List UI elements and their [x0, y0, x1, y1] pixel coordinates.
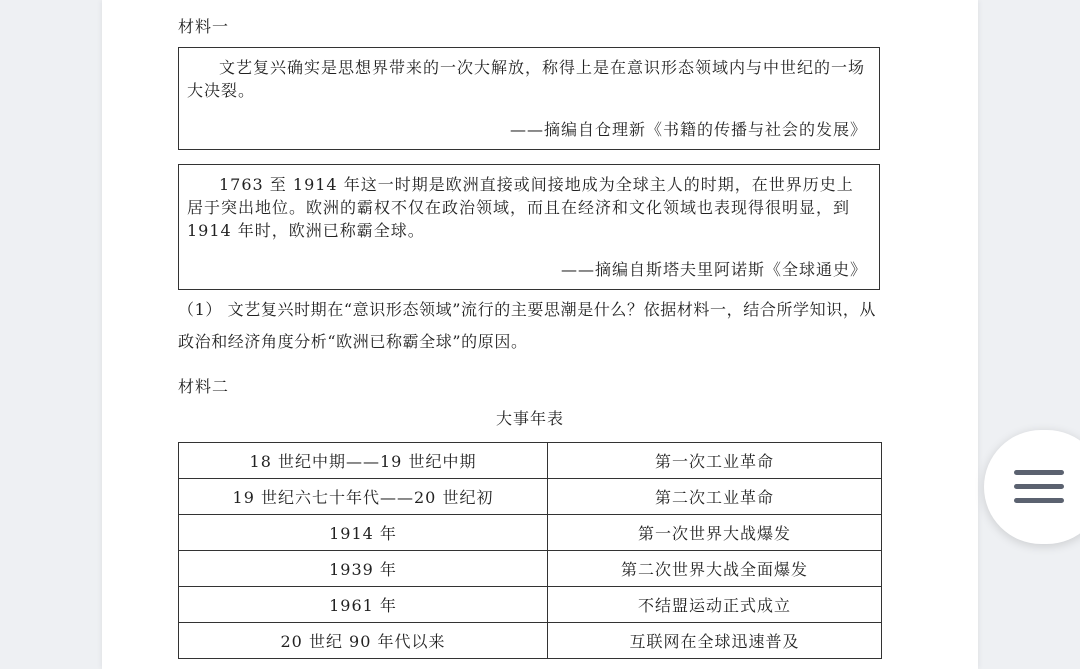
row-time: 1961 年: [179, 587, 548, 623]
table-row: [179, 443, 882, 479]
table-title: 大事年表: [495, 409, 564, 428]
table-row: [179, 551, 882, 587]
material1-quote-text: 文艺复兴确实是思想界带来的一次大解放，称得上是在意识形态领域内与中世纪的一场大决裂。: [187, 58, 866, 100]
material1-quote-box: [178, 47, 880, 150]
material1b-quote-text: 1763 至 1914 年这一时期是欧洲直接或间接地成为全球主人的时期，在世界历史上居于突出地位。欧洲的霸权不仅在政治领域，而且在经济和文化领域也表现得很明显，到 1914 年时，欧洲已称霸全球。: [187, 175, 854, 240]
row-event: 第二次工业革命: [548, 479, 882, 515]
row-event: 第一次工业革命: [548, 443, 882, 479]
row-event: 不结盟运动正式成立: [548, 587, 882, 623]
row-event: 互联网在全球迅速普及: [548, 623, 882, 659]
events-table: [178, 442, 882, 659]
row-time: 18 世纪中期——19 世纪中期: [179, 443, 548, 479]
material1b-quote-box: [178, 164, 880, 290]
material2-label: 材料二: [178, 377, 230, 396]
material1b-source: ——摘编自斯塔夫里阿诺斯《全球通史》: [560, 260, 867, 279]
table-row: [179, 479, 882, 515]
row-time: 1914 年: [179, 515, 548, 551]
row-time: 20 世纪 90 年代以来: [179, 623, 548, 659]
floating-menu-button[interactable]: [984, 430, 1080, 544]
document-page: [102, 0, 978, 669]
row-time: 19 世纪六七十年代——20 世纪初: [179, 479, 548, 515]
material1-label: 材料一: [178, 17, 230, 36]
question-1: （1） 文艺复兴时期在“意识形态领域”流行的主要思潮是什么？依据材料一，结合所学知识，从政治和经济角度分析“欧洲已称霸全球”的原因。: [178, 300, 877, 351]
row-event: 第一次世界大战爆发: [548, 515, 882, 551]
row-time: 1939 年: [179, 551, 548, 587]
row-event: 第二次世界大战全面爆发: [548, 551, 882, 587]
table-row: [179, 623, 882, 659]
table-row: [179, 587, 882, 623]
table-row: [179, 515, 882, 551]
material1-source: ——摘编自仓理新《书籍的传播与社会的发展》: [509, 120, 867, 139]
